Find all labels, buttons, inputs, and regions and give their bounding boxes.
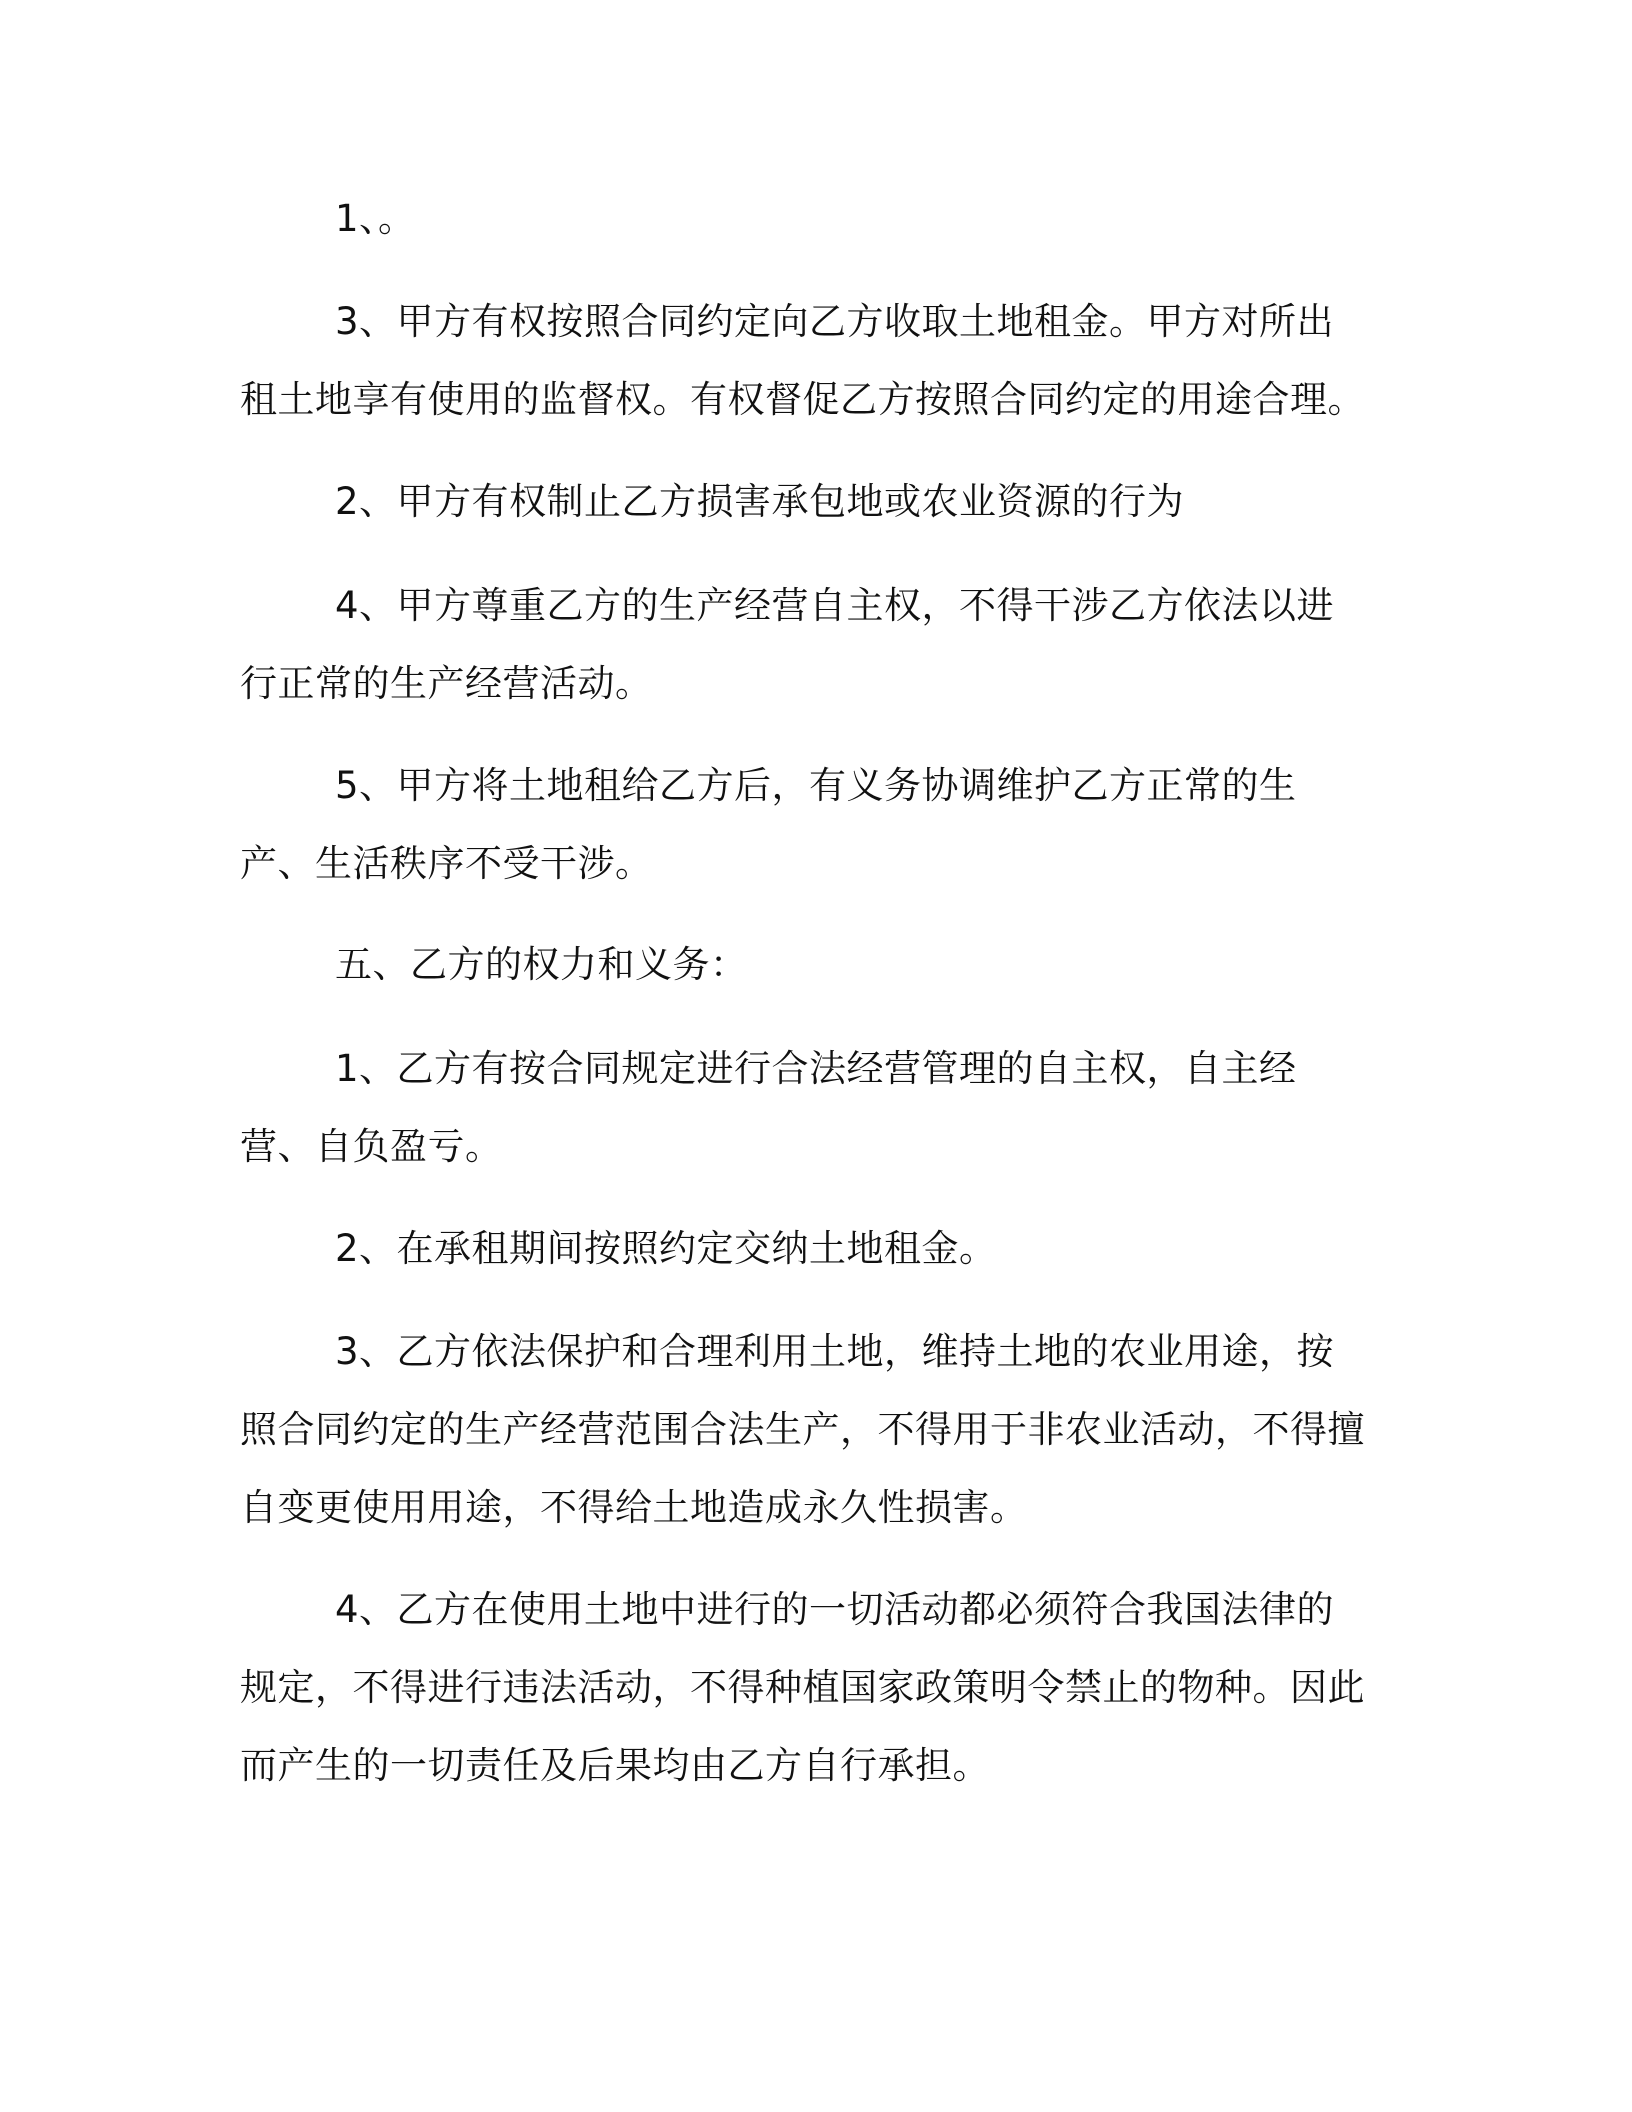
paragraph-5: 5、甲方将土地租给乙方后，有义务协调维护乙方正常的生产、生活秩序不受干涉。 [240,764,1297,885]
section-heading: 五、乙方的权力和义务： [335,943,748,986]
paragraph-3: 2、甲方有权制止乙方损害承包地或农业资源的行为 [335,480,1185,523]
paragraph-2: 3、甲方有权按照合同约定向乙方收取土地租金。甲方对所出租土地享有使用的监督权。有权督促乙方按照合同约定的用途合理。 [240,300,1365,421]
paragraph-8: 3、乙方依法保护和合理利用土地，维持土地的农业用途，按照合同约定的生产经营范围合法生产，不得用于非农业活动，不得擅自变更使用用途，不得给土地造成永久性损害。 [240,1330,1365,1529]
paragraph-1: 1、。 [335,197,416,240]
paragraph-4: 4、甲方尊重乙方的生产经营自主权，不得干涉乙方依法以进行正常的生产经营活动。 [240,584,1335,705]
paragraph-9: 4、乙方在使用土地中进行的一切活动都必须符合我国法律的规定，不得进行违法活动，不得种植国家政策明令禁止的物种。因此而产生的一切责任及后果均由乙方自行承担。 [240,1588,1365,1787]
paragraph-6: 1、乙方有按合同规定进行合法经营管理的自主权，自主经营、自负盈亏。 [240,1047,1297,1168]
paragraph-7: 2、在承租期间按照约定交纳土地租金。 [335,1227,997,1270]
